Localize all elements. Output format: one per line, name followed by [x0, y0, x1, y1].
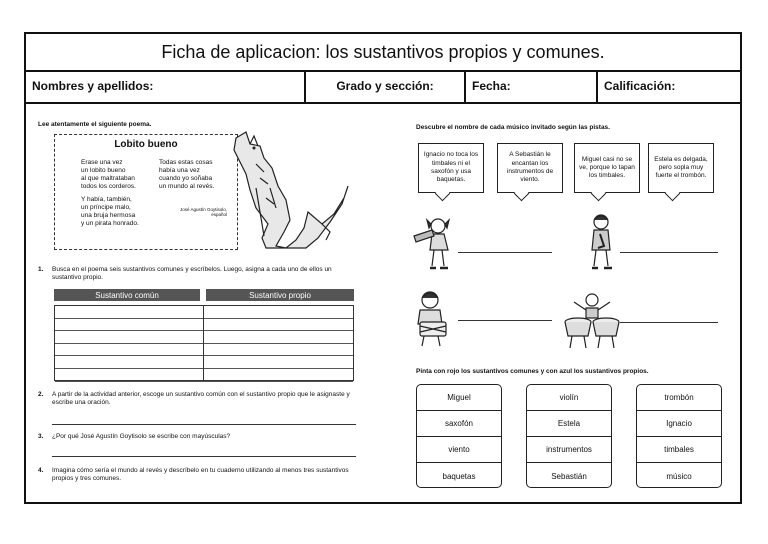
saxophone-boy-illustration	[584, 212, 618, 274]
poem-line: Y había, también,	[81, 196, 132, 203]
field-grade-score[interactable]: Calificación:	[604, 79, 676, 93]
poem-line: había una vez	[159, 167, 200, 174]
clue-sebastian: A Sebastián le encantan los instrumentos de viento.	[497, 143, 563, 193]
word-cell[interactable]: trombón	[637, 385, 721, 411]
word-cell[interactable]: Miguel	[417, 385, 501, 411]
q2-text: A partir de la actividad anterior, escoge un sustantivo común con el sustantivo propio que le asignaste y escribe una oración.	[52, 391, 350, 406]
word-column-1	[416, 384, 502, 488]
q4-text: Imagina cómo sería el mundo al revés y descríbelo en tu cuaderno utilizando al menos tres sustantivos propios y tres comunes.	[52, 467, 349, 482]
drummer-illustration	[410, 288, 456, 350]
word-cell[interactable]: saxofón	[417, 411, 501, 437]
student-info-row	[26, 70, 740, 104]
table-row[interactable]	[55, 331, 353, 344]
table-row[interactable]	[55, 356, 353, 369]
word-cell[interactable]: Ignacio	[637, 411, 721, 437]
word-column-3	[636, 384, 722, 488]
timpani-player-illustration	[562, 290, 622, 350]
word-cell[interactable]: instrumentos	[527, 437, 611, 463]
q3-number: 3.	[38, 433, 44, 440]
word-cell[interactable]: músico	[666, 471, 692, 481]
clue-miguel: Miguel casi no se ve, porque lo tapan los timbales.	[574, 143, 640, 193]
poem-line: y un pirata honrado.	[81, 220, 139, 227]
trumpet-girl-illustration	[410, 214, 460, 274]
q2-answer-line[interactable]	[52, 424, 356, 425]
q3-text: ¿Por qué José Agustín Goytisolo se escribe con mayúsculas?	[52, 433, 231, 440]
noun-table[interactable]	[54, 305, 354, 381]
answer-blank-3[interactable]	[458, 320, 552, 321]
header-proper-noun: Sustantivo propio	[206, 289, 354, 301]
word-cell[interactable]: timbales	[637, 437, 721, 463]
q1-text: Busca en el poema seis sustantivos comunes y escríbelos. Luego, asigna a cada uno de ellos un sustantivo propio.	[52, 266, 332, 281]
paint-instruction: Pinta con rojo los sustantivos comunes y con azul los sustantivos propios.	[416, 368, 649, 375]
poem-line: Todas estas cosas	[159, 159, 213, 166]
poem-title: Lobito bueno	[114, 139, 178, 150]
table-row[interactable]	[55, 369, 353, 382]
answer-blank-2[interactable]	[620, 252, 718, 253]
table-row[interactable]	[55, 319, 353, 332]
field-date[interactable]: Fecha:	[466, 70, 598, 102]
q2-number: 2.	[38, 391, 44, 398]
poem-line: todos los corderos.	[81, 183, 136, 190]
header-common-noun: Sustantivo común	[54, 289, 200, 301]
word-cell[interactable]: Sebastián	[551, 471, 587, 481]
poem-line: un mundo al revés.	[159, 183, 215, 190]
poem-stanza-1	[81, 159, 139, 228]
table-divider	[203, 306, 204, 380]
word-cell[interactable]: violín	[527, 385, 611, 411]
word-cell[interactable]: Estela	[527, 411, 611, 437]
poem-line: una bruja hermosa	[81, 212, 136, 219]
answer-blank-1[interactable]	[458, 252, 552, 253]
worksheet-title: Ficha de aplicacion: los sustantivos propios y comunes.	[26, 34, 740, 72]
wolf-illustration	[226, 128, 356, 256]
clue-estela: Estela es delgada, pero sopla muy fuerte el trombón.	[648, 143, 714, 193]
poem-instruction: Lee atentamente el siguiente poema.	[38, 121, 152, 128]
poem-line: al que maltrataban	[81, 175, 135, 182]
poem-box	[54, 134, 238, 250]
field-name[interactable]: Nombres y apellidos:	[26, 70, 306, 102]
word-cell[interactable]: viento	[417, 437, 501, 463]
q1-number: 1.	[38, 266, 44, 273]
poem-line: Erase una vez	[81, 159, 123, 166]
clue-ignacio: Ignacio no toca los timbales ni el saxofón y usa baquetas.	[418, 143, 484, 193]
q3-answer-line[interactable]	[52, 456, 356, 457]
word-column-2	[526, 384, 612, 488]
q4-number: 4.	[38, 467, 44, 474]
answer-blank-4[interactable]	[620, 322, 718, 323]
poem-author: José Agustín Goytisolo, español	[179, 207, 227, 217]
table-row[interactable]	[55, 306, 353, 319]
poem-line: un príncipe malo,	[81, 204, 131, 211]
poem-line: cuando yo soñaba	[159, 175, 213, 182]
table-row[interactable]	[55, 344, 353, 357]
poem-line: un lobito bueno	[81, 167, 126, 174]
poem-stanza-2	[159, 159, 214, 191]
musicians-instruction: Descubre el nombre de cada músico invitado según las pistas.	[416, 124, 610, 131]
field-grade[interactable]: Grado y sección:	[306, 70, 466, 102]
word-cell[interactable]: baquetas	[442, 471, 476, 481]
